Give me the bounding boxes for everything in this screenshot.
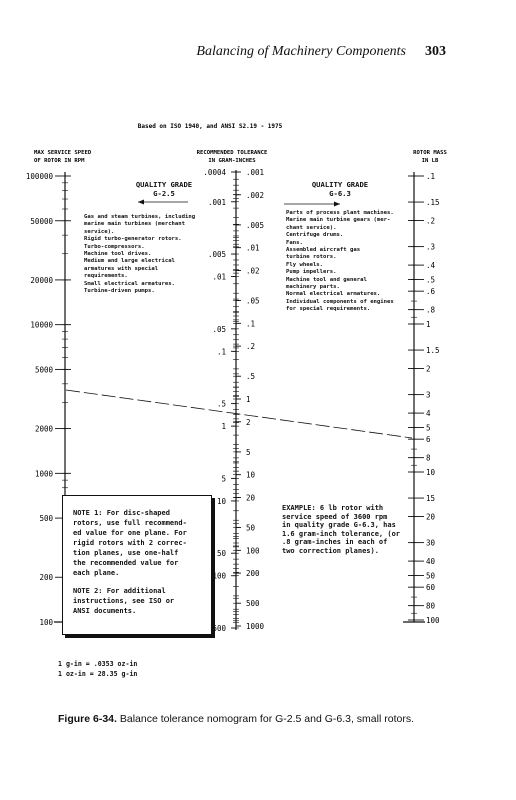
speed-axis-tick-label: 1000 — [34, 469, 53, 479]
mass-axis-label-1: ROTOR MASS — [413, 150, 447, 156]
mass-axis-tick-label: .4 — [426, 261, 436, 271]
tolerance-axis-right-tick-label: .02 — [246, 266, 260, 276]
mass-axis-tick-label: .15 — [426, 198, 440, 208]
tolerance-axis-left-tick-label: .0004 — [203, 168, 226, 177]
mass-axis-tick-label: .2 — [426, 216, 436, 226]
grade-g63-arrowhead — [334, 202, 340, 207]
tolerance-axis-right-tick-label: 1000 — [246, 622, 265, 631]
mass-axis-tick-label: .6 — [426, 287, 436, 297]
tolerance-axis-left-tick-label: .1 — [216, 347, 226, 357]
tolerance-axis-right-tick-label: 100 — [246, 546, 260, 556]
mass-axis-tick-label: 15 — [426, 494, 436, 504]
example-construction-line — [66, 390, 412, 438]
mass-axis-tick-label: 60 — [426, 583, 436, 593]
mass-axis-tick-label: .3 — [426, 242, 436, 252]
conversion-line-1: 1 g-in = .0353 oz-in — [58, 660, 138, 668]
speed-axis-tick-label: 5000 — [34, 365, 53, 375]
mass-axis-tick-label: 10 — [426, 468, 436, 477]
mass-axis-tick-label: .8 — [426, 305, 436, 315]
grade-g25-applications: Gas and steam turbines, including marine main turbines (merchant service). Rigid turbo-generator rotors. Turbo-compressors. Machine tool drives. Medium and large electrical armatures with special requirements. Small electrical armatures. Turbine-driven pumps. — [84, 214, 196, 295]
tolerance-axis-left-tick-label: .01 — [212, 272, 226, 282]
tolerance-axis-left-tick-label: .005 — [207, 250, 226, 260]
mass-axis-tick-label: .5 — [426, 275, 436, 285]
mass-axis-tick-label: 30 — [426, 538, 436, 548]
speed-axis-tick-label: 100000 — [25, 172, 53, 181]
mass-axis-tick-label: 6 — [426, 435, 431, 445]
note-1: NOTE 1: For disc-shaped rotors, use full recommend- ed value for one plane. For rigid rotors with 2 correc- tion planes, use one-half the recommended value for each plane. — [73, 509, 187, 577]
speed-axis-tick-label: 200 — [39, 573, 53, 583]
tolerance-axis-right-tick-label: 20 — [246, 493, 256, 503]
speed-axis-label-1: MAX SERVICE SPEED — [34, 150, 92, 156]
grade-g25-title-text: QUALITY GRADE — [135, 180, 193, 189]
tolerance-axis-right-tick-label: 10 — [246, 470, 256, 480]
grade-g63-applications: Parts of process plant machines. Marine main turbine gears (mer- chant service). Centrifuge drums. Fans. Assembled aircraft gas turbine rotors. Fly wheels. Pump impellers. Machine tool and general machinery parts. Normal electrical armatures. Individual components of engines for special requirements. — [286, 210, 394, 313]
tolerance-axis-right-tick-label: .05 — [246, 296, 260, 306]
tolerance-axis-left-tick-label: 1 — [221, 422, 226, 432]
speed-axis-tick-label: 20000 — [30, 275, 53, 285]
tolerance-axis-label-2: IN GRAM-INCHES — [208, 158, 256, 164]
mass-axis-tick-label: 100 — [426, 616, 440, 625]
tolerance-axis-label-1: RECOMMENDED TOLERANCE — [196, 150, 268, 156]
mass-axis-tick-label: 40 — [426, 557, 436, 567]
mass-axis-tick-label: 1.5 — [426, 346, 440, 356]
tolerance-axis-left-tick-label: 500 — [212, 624, 226, 633]
grade-g63-title-text: QUALITY GRADE — [311, 180, 369, 189]
tolerance-axis-right-tick-label: .002 — [246, 190, 265, 200]
speed-axis-tick-label: 500 — [39, 514, 53, 524]
mass-axis-label-2: IN LB — [421, 158, 439, 164]
mass-axis-tick-label: .1 — [426, 172, 436, 181]
speed-axis-tick-label: 100 — [39, 618, 53, 627]
tolerance-axis-right-tick-label: 1 — [246, 395, 251, 404]
example-text: EXAMPLE: 6 lb rotor with service speed of 3600 rpm in quality grade G-6.3, has 1.6 gram-inch tolerance, (or .8 gram-inches in each of two correction planes). — [282, 504, 401, 555]
mass-axis-tick-label: 3 — [426, 390, 431, 400]
running-title: Balancing of Machinery Components — [196, 44, 406, 59]
tolerance-axis-left-tick-label: 50 — [216, 549, 226, 559]
tolerance-axis-right-tick-label: 50 — [246, 523, 256, 533]
figure-caption — [58, 713, 498, 725]
mass-axis-tick-label: 1 — [426, 320, 431, 329]
speed-axis-tick-label: 2000 — [34, 424, 53, 434]
mass-axis-tick-label: 4 — [426, 409, 431, 419]
mass-axis-tick-label: 80 — [426, 601, 436, 611]
mass-axis-tick-label: 50 — [426, 571, 436, 581]
speed-axis-tick-label: 10000 — [30, 320, 53, 330]
tolerance-axis-left-tick-label: 5 — [221, 474, 226, 484]
mass-axis-tick-label: 5 — [426, 423, 431, 433]
page-number: 303 — [425, 44, 446, 59]
grade-g63-grade: G-6.3 — [329, 189, 351, 198]
tolerance-axis-left-tick-label: .001 — [207, 197, 226, 207]
mass-axis-tick-label: 2 — [426, 364, 431, 374]
figure-caption-text: Balance tolerance nomogram for G-2.5 and G-6.3, small rotors. — [116, 713, 414, 725]
figure-caption-label: Figure 6-34. — [58, 713, 117, 725]
conversion-line-2: 1 oz-in = 28.35 g-in — [58, 670, 138, 678]
tolerance-axis-left-tick-label: 10 — [216, 496, 226, 506]
speed-axis-tick-label: 50000 — [30, 216, 53, 226]
based-on-note: Based on ISO 1940, and ANSI S2.19 - 1975 — [137, 123, 283, 130]
tolerance-axis-right-tick-label: .1 — [246, 319, 256, 329]
grade-g25-arrowhead — [138, 200, 144, 205]
tolerance-axis-right-tick-label: 500 — [246, 599, 260, 609]
tolerance-axis-right-tick-label: .005 — [246, 220, 265, 230]
tolerance-axis-right-tick-label: .5 — [246, 372, 256, 382]
grade-g25-grade: G-2.5 — [153, 189, 175, 198]
tolerance-axis-left-tick-label: 100 — [212, 571, 226, 581]
speed-axis-label-2: OF ROTOR IN RPM — [34, 158, 85, 164]
tolerance-axis-right-tick-label: .01 — [246, 243, 260, 253]
notes-box — [62, 495, 212, 635]
tolerance-axis-left-tick-label: .05 — [212, 324, 226, 334]
tolerance-axis-right-tick-label: 200 — [246, 569, 260, 579]
grade-g63-title — [300, 180, 380, 198]
mass-axis-tick-label: 8 — [426, 453, 431, 463]
tolerance-axis-right-tick-label: .001 — [246, 168, 265, 177]
mass-axis-tick-label: 20 — [426, 512, 436, 522]
tolerance-axis-right-tick-label: .2 — [246, 342, 256, 352]
tolerance-axis-left-tick-label: .5 — [216, 399, 226, 409]
grade-g25-title — [128, 180, 200, 198]
tolerance-axis-right-tick-label: 2 — [246, 417, 251, 427]
note-2: NOTE 2: For additional instructions, see ISO or ANSI documents. — [73, 587, 175, 615]
tolerance-axis-right-tick-label: 5 — [246, 447, 251, 457]
